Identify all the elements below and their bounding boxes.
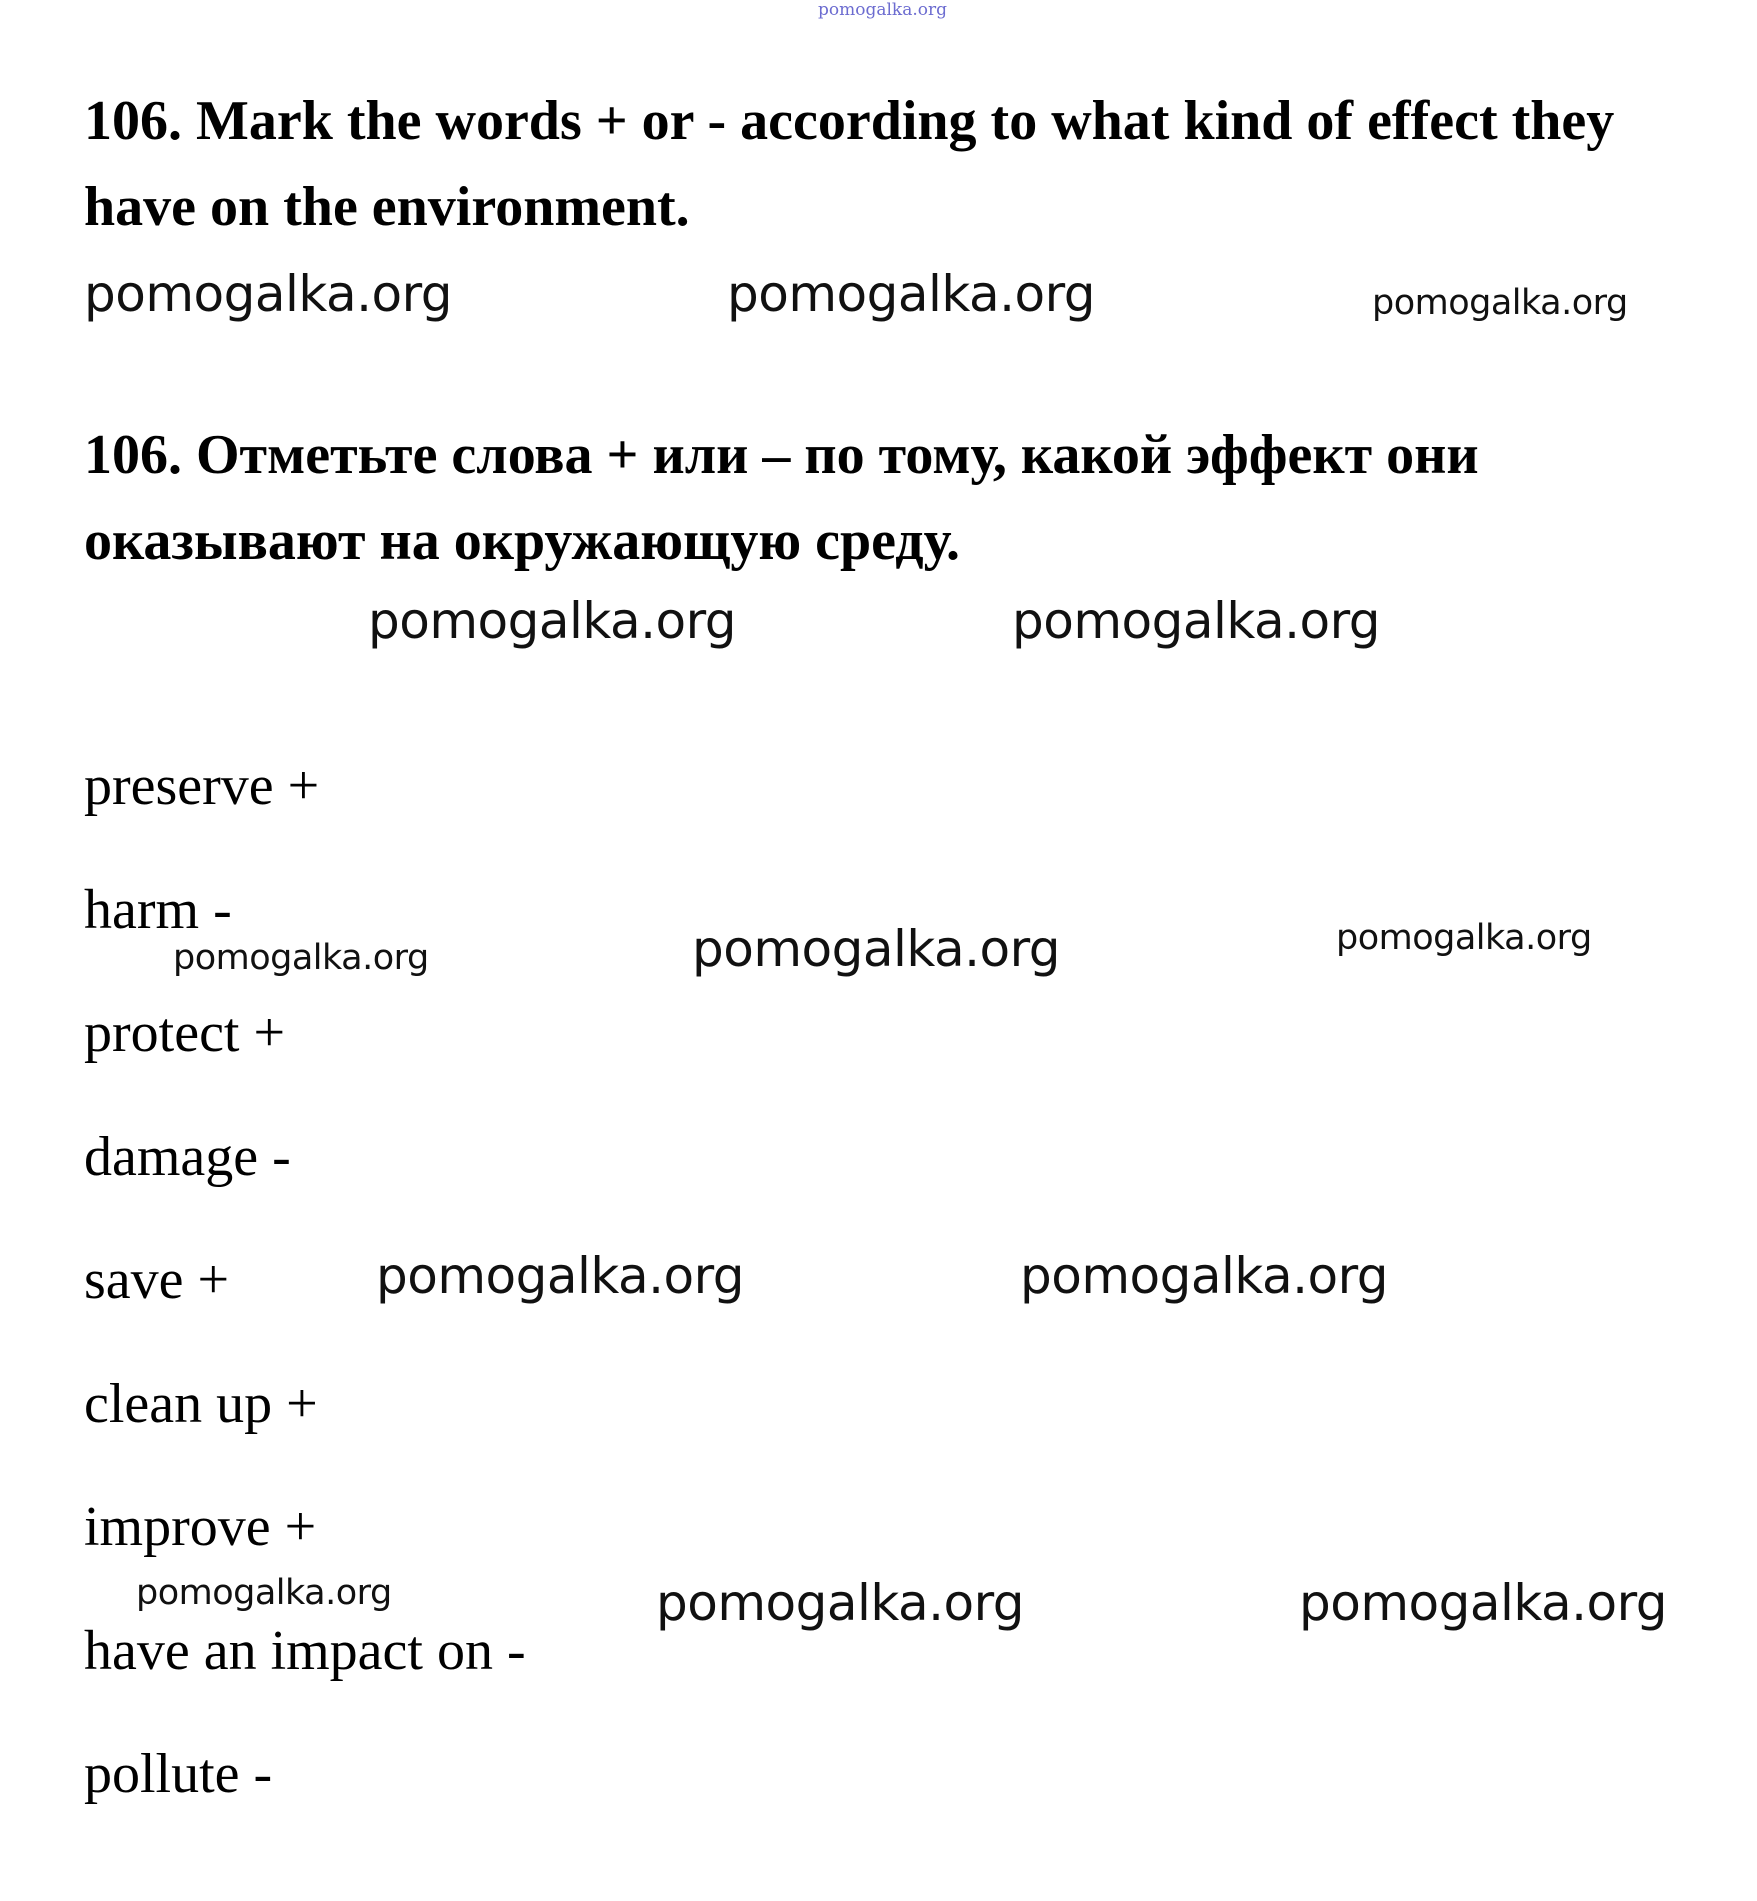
answer-item [84, 754, 319, 818]
answer-word: protect [84, 1002, 240, 1064]
answer-item [84, 1619, 526, 1683]
task-heading-ru: 106. Отметьте слова + или – по тому, какой эффект они оказывают на окружающую среду. [84, 424, 1479, 572]
answer-item [84, 1742, 272, 1806]
watermark: pomogalka.org [1012, 592, 1381, 650]
header-watermark: pomogalka.org [818, 0, 948, 20]
watermark: pomogalka.org [1372, 283, 1628, 323]
answer-item [84, 878, 232, 942]
answer-word: harm [84, 879, 200, 941]
answer-mark: - [253, 1743, 273, 1805]
answer-item [84, 1248, 229, 1312]
watermark: pomogalka.org [1336, 918, 1592, 958]
answer-word: pollute [84, 1743, 240, 1805]
answer-mark: - [272, 1126, 291, 1188]
watermark: pomogalka.org [84, 265, 453, 323]
watermark: pomogalka.org [173, 938, 429, 978]
watermark: pomogalka.org [368, 592, 737, 650]
answer-item [84, 1372, 318, 1436]
answer-word: preserve [84, 755, 274, 817]
answer-mark: - [213, 879, 232, 941]
watermark: pomogalka.org [727, 265, 1096, 323]
watermark: pomogalka.org [376, 1247, 745, 1305]
answer-mark: + [286, 1373, 318, 1435]
watermark: pomogalka.org [656, 1574, 1025, 1632]
answer-word: damage [84, 1126, 259, 1188]
answer-word: clean up [84, 1373, 273, 1435]
answer-item [84, 1125, 291, 1189]
answer-mark: + [287, 755, 320, 817]
task-heading-en: 106. Mark the words + or - according to what kind of effect they have on the environment. [84, 90, 1615, 238]
watermark: pomogalka.org [136, 1573, 392, 1613]
answer-mark: + [284, 1496, 317, 1558]
watermark: pomogalka.org [692, 920, 1061, 978]
answer-mark: + [197, 1249, 230, 1311]
answer-item [84, 1001, 285, 1065]
answer-word: have an impact on [84, 1620, 493, 1682]
answer-word: save [84, 1249, 184, 1311]
answer-mark: + [253, 1002, 286, 1064]
answer-item [84, 1495, 316, 1559]
watermark: pomogalka.org [1299, 1574, 1668, 1632]
answer-word: improve [84, 1496, 271, 1558]
answer-mark: - [506, 1620, 526, 1682]
watermark: pomogalka.org [1020, 1247, 1389, 1305]
